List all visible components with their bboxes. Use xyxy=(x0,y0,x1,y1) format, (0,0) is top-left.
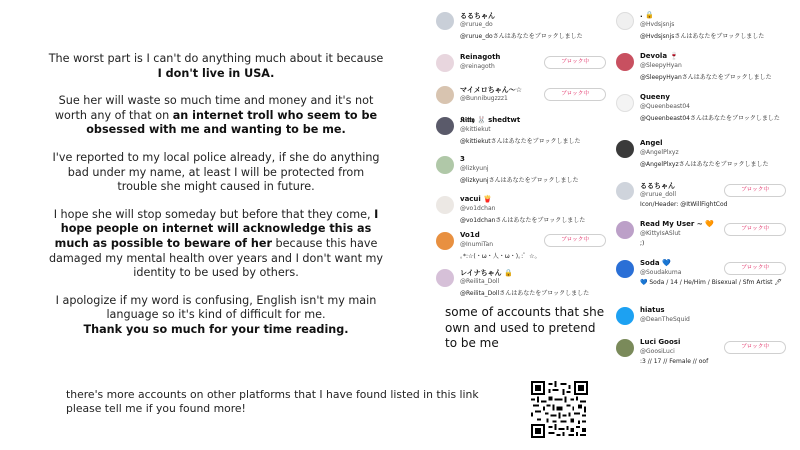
account-row[interactable] xyxy=(432,10,608,46)
account-row[interactable] xyxy=(612,219,788,255)
avatar xyxy=(616,94,634,112)
account-bio: ｡*:☆(・ω・人・ω・)｡:゜☆。 xyxy=(460,253,541,260)
statement-p3 xyxy=(48,151,384,195)
account-handle: @lizkyunj xyxy=(460,165,489,172)
avatar xyxy=(616,221,634,239)
statement-text: because this have damaged my mental health over years and I don't want my identity to be used by others. xyxy=(48,236,384,280)
account-row[interactable] xyxy=(432,194,608,230)
account-name: hiatus xyxy=(640,306,665,314)
blocked-button[interactable]: ブロック中 xyxy=(724,341,786,354)
account-handle: @DeanTheSquid xyxy=(640,316,690,323)
account-handle: @rurue_doll xyxy=(640,191,677,198)
avatar xyxy=(616,307,634,325)
account-bio: 💙 Soda / 14 / He/Him / Bisexual / Sfm Artist 🖊 xyxy=(640,279,783,286)
blocked-button[interactable]: ブロック中 xyxy=(544,88,606,101)
account-handle: @vo1dchan xyxy=(460,205,496,212)
blocked-button[interactable]: ブロック中 xyxy=(724,184,786,197)
account-handle: @GoosiLuci xyxy=(640,348,675,355)
avatar xyxy=(436,12,454,30)
blocked-button[interactable]: ブロック中 xyxy=(544,56,606,69)
avatar xyxy=(436,232,454,250)
account-bio: @kittiekutさんはあなたをブロックしました xyxy=(460,138,581,145)
account-name: vacui 🍟 xyxy=(460,195,492,203)
account-handle: @KittyIsASlut xyxy=(640,230,681,237)
account-name: るるちゃん xyxy=(640,182,675,190)
account-bio: @lizkyunjさんはあなたをブロックしました xyxy=(460,177,579,184)
account-bio: @SleepyHyanさんはあなたをブロックしました xyxy=(640,74,772,81)
account-handle: @reinagoth xyxy=(460,63,495,70)
account-handle: @Soudakuma xyxy=(640,269,682,276)
account-bio: @rurue_doさんはあなたをブロックしました xyxy=(460,33,583,40)
account-row[interactable] xyxy=(432,52,608,88)
statement-p1 xyxy=(48,52,384,81)
account-row[interactable] xyxy=(612,258,788,294)
statement-emphasis: Thank you so much for your time reading. xyxy=(83,322,349,336)
account-name: Soda 💙 xyxy=(640,259,671,267)
account-name: 3 xyxy=(460,155,465,163)
avatar xyxy=(616,53,634,71)
account-row[interactable] xyxy=(612,337,788,370)
statement-text: Sue her will waste so much time and money and it's not worth any of that on xyxy=(54,94,374,122)
account-row[interactable] xyxy=(612,180,788,216)
avatar xyxy=(616,140,634,158)
avatar xyxy=(436,196,454,214)
account-name: Reinagoth xyxy=(460,53,501,61)
statement-p2 xyxy=(48,94,384,138)
account-bio: Icon/Header: @ItWillFightCod xyxy=(640,201,728,208)
avatar xyxy=(436,156,454,174)
statement-text: The worst part is I can't do anything much about it because xyxy=(48,52,384,65)
avatar xyxy=(436,86,454,104)
avatar xyxy=(616,12,634,30)
account-row[interactable] xyxy=(432,115,608,151)
account-name: Read My User ~ 🧡 xyxy=(640,220,714,228)
statement-p5 xyxy=(48,294,384,338)
account-bio: @Hvdsjsnjsさんはあなたをブロックしました xyxy=(640,33,765,40)
account-row[interactable] xyxy=(432,230,608,266)
account-handle: @rurue_do xyxy=(460,21,493,28)
account-name: Devola 🍷 xyxy=(640,52,679,60)
blocked-button[interactable]: ブロック中 xyxy=(724,262,786,275)
statement-text: I hope she will stop someday but before that they come, xyxy=(53,207,375,221)
avatar xyxy=(436,54,454,72)
account-name: Angel xyxy=(640,139,663,147)
avatar xyxy=(436,117,454,135)
statement xyxy=(48,52,384,351)
account-bio: :3 // 17 // Female // oof xyxy=(640,358,709,365)
footer-text: there's more accounts on other platforms that I have found listed in this link please tell me if you found more! xyxy=(66,388,479,415)
account-name: . 🔒 xyxy=(640,11,654,19)
account-name: るるちゃん xyxy=(460,12,495,20)
account-row[interactable] xyxy=(612,51,788,87)
account-name: 𝕶𝖎𝖙𝖙𝖞 🐰 shedtwt xyxy=(460,116,521,124)
screenshot-caption: some of accounts that she own and used to pretend to be me xyxy=(445,305,605,350)
qr-code-icon[interactable] xyxy=(531,381,588,438)
account-bio: @AngelPlxyzさんはあなたをブロックしました xyxy=(640,161,769,168)
statement-emphasis: I don't live in USA. xyxy=(157,66,275,80)
account-handle: @SleepyHyan xyxy=(640,62,682,69)
account-row[interactable] xyxy=(612,305,788,341)
account-handle: @Reilita_Doll xyxy=(460,278,500,285)
statement-text: I apologize if my word is confusing, English isn't my main language so it's kind of difficult for me. xyxy=(55,293,377,322)
account-name: Queeny xyxy=(640,93,670,101)
statement-emphasis: I hope people on internet will acknowledge this as much as possible to beware of her xyxy=(54,207,379,250)
account-handle: @AngelPlxyz xyxy=(640,149,679,156)
account-row[interactable] xyxy=(612,92,788,128)
account-row[interactable] xyxy=(612,138,788,174)
statement-p4 xyxy=(48,208,384,281)
avatar xyxy=(616,182,634,200)
account-bio: @vo1dchanさんはあなたをブロックしました xyxy=(460,217,586,224)
account-name: マイメロちゃん〜☆ xyxy=(460,86,523,94)
blocked-button[interactable]: ブロック中 xyxy=(544,234,606,247)
avatar xyxy=(436,269,454,287)
account-handle: @Queenbeast04 xyxy=(640,103,691,110)
blocked-button[interactable]: ブロック中 xyxy=(724,223,786,236)
account-handle: @Hvdsjsnjs xyxy=(640,21,675,28)
avatar xyxy=(616,339,634,357)
account-bio: @Queenbeast04さんはあなたをブロックしました xyxy=(640,115,780,122)
statement-text: I've reported to my local police already, if she do anything bad under my name, at least I will be protected from trouble she might caused in future. xyxy=(52,150,380,194)
account-handle: @kittiekut xyxy=(460,126,491,133)
account-row[interactable] xyxy=(432,154,608,190)
account-row[interactable] xyxy=(612,10,788,46)
account-name: レイナちゃん 🔒 xyxy=(460,269,513,277)
account-name: Luci Goosi xyxy=(640,338,681,346)
account-bio: ;) xyxy=(640,240,645,247)
account-handle: @InumiTan xyxy=(460,241,494,248)
account-bio: @Reilita_Dollさんはあなたをブロックしました xyxy=(460,290,590,297)
avatar xyxy=(616,260,634,278)
account-name: Vo1d xyxy=(460,231,480,239)
statement-emphasis: an internet troll who seem to be obsessed with me and wanting to be me. xyxy=(86,108,378,137)
account-handle: @Bunnibugzzz1 xyxy=(460,95,508,102)
account-row[interactable] xyxy=(432,267,608,303)
